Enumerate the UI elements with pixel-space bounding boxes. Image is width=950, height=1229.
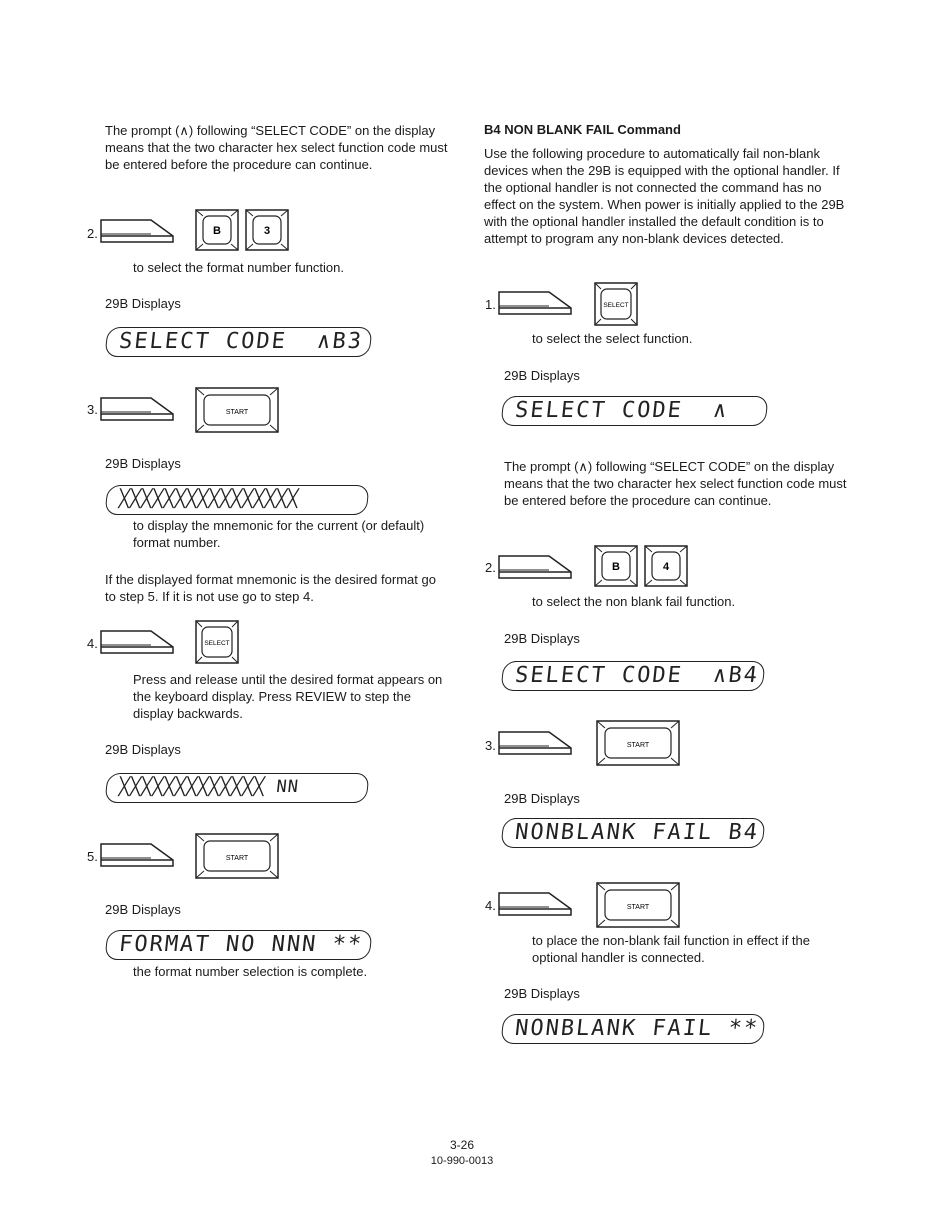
right-step1-note: to select the select function. — [532, 331, 693, 346]
right-step2-number: 2. — [485, 560, 496, 575]
four-key — [644, 545, 688, 592]
left-if-paragraph: If the displayed format mnemonic is the desired format go to step 5. If it is not use go to step 4. — [105, 572, 436, 604]
start-key — [596, 882, 680, 933]
select-key-label: SELECT — [204, 640, 230, 647]
right-displays-label-1: 29B Displays — [504, 368, 580, 383]
select-key — [195, 620, 239, 669]
start-key-label: START — [626, 904, 650, 911]
b-key — [594, 545, 638, 592]
left-displays-label-3: 29B Displays — [105, 742, 181, 757]
enter-key-icon — [497, 726, 575, 758]
right-lcd-display-4: NONBLANK FAIL ** — [500, 1014, 765, 1044]
left-lcd-display-3: ╳╳╳╳╳╳╳╳╳╳╳╳╳ NN — [104, 773, 369, 803]
enter-key-icon — [497, 286, 575, 318]
right-step3-number: 3. — [485, 738, 496, 753]
right-intro-paragraph: Use the following procedure to automatically fail non-blank devices when the 29B is equipped with the optional handler. If the optional handler is not connected the command has no effect on the system. When power is initially applied to the 29B with the optional handler installed the default condition is to attempt to program any non-blank devices detected. — [484, 146, 845, 246]
right-step4-number: 4. — [485, 898, 496, 913]
enter-key-icon — [99, 392, 177, 424]
left-lcd-display-2: ╳╳╳╳╳╳╳╳╳╳╳╳╳╳╳╳ — [104, 485, 369, 515]
start-key — [596, 720, 680, 771]
start-key — [195, 833, 279, 884]
left-step3-number: 3. — [87, 402, 98, 417]
select-key — [594, 282, 638, 331]
b-key-label: B — [612, 561, 620, 573]
enter-key-icon — [497, 887, 575, 919]
four-key-label: 4 — [662, 561, 670, 573]
left-lcd-display-1: SELECT CODE ∧B3 — [104, 327, 372, 357]
page-number: 3-26 — [449, 1138, 475, 1152]
left-step2-number: 2. — [87, 226, 98, 241]
enter-key-icon — [99, 214, 177, 246]
left-displays-label-4: 29B Displays — [105, 902, 181, 917]
enter-key-icon — [497, 550, 575, 582]
b-key — [195, 209, 239, 256]
right-step1-number: 1. — [485, 297, 496, 312]
right-step2-note: to select the non blank fail function. — [532, 594, 736, 609]
three-key-label: 3 — [263, 225, 271, 237]
right-displays-label-2: 29B Displays — [504, 631, 580, 646]
right-displays-label-3: 29B Displays — [504, 791, 580, 806]
right-lcd-display-2: SELECT CODE ∧B4 — [500, 661, 765, 691]
left-final-note: the format number selection is complete. — [133, 964, 368, 979]
start-key-label: START — [225, 855, 249, 862]
three-key — [245, 209, 289, 256]
enter-key-icon — [99, 625, 177, 657]
right-lcd-display-1: SELECT CODE ∧ — [500, 396, 768, 426]
left-displays-label-2: 29B Displays — [105, 456, 181, 471]
right-displays-label-4: 29B Displays — [504, 986, 580, 1001]
enter-key-icon — [99, 838, 177, 870]
document-number: 10-990-0013 — [430, 1155, 494, 1167]
right-lcd-display-3: NONBLANK FAIL B4 — [500, 818, 765, 848]
start-key-label: START — [626, 742, 650, 749]
start-key — [195, 387, 279, 438]
left-lcd-display-4: FORMAT NO NNN ** — [104, 930, 372, 960]
left-step4-number: 4. — [87, 636, 98, 651]
right-prompt-paragraph: The prompt (∧) following “SELECT CODE” on the display means that the two character hex select function code must be entered before the procedure can continue. — [504, 459, 847, 508]
right-section-heading: B4 NON BLANK FAIL Command — [484, 122, 681, 137]
left-step2-note: to select the format number function. — [133, 260, 344, 275]
start-key-label: START — [225, 409, 249, 416]
right-step4-note: to place the non-blank fail function in effect if the optional handler is connected. — [532, 933, 810, 965]
left-displays-label-1: 29B Displays — [105, 296, 181, 311]
left-step3-note: to display the mnemonic for the current (or default) format number. — [133, 518, 425, 550]
left-step4-note: Press and release until the desired format appears on the keyboard display. Press REVIEW to step the display backwards. — [133, 672, 443, 721]
b-key-label: B — [213, 225, 221, 237]
select-key-label: SELECT — [603, 302, 629, 309]
left-intro-paragraph: The prompt (∧) following “SELECT CODE” on the display means that the two character hex select function code must be entered before the procedure can continue. — [105, 123, 448, 172]
left-step5-number: 5. — [87, 849, 98, 864]
